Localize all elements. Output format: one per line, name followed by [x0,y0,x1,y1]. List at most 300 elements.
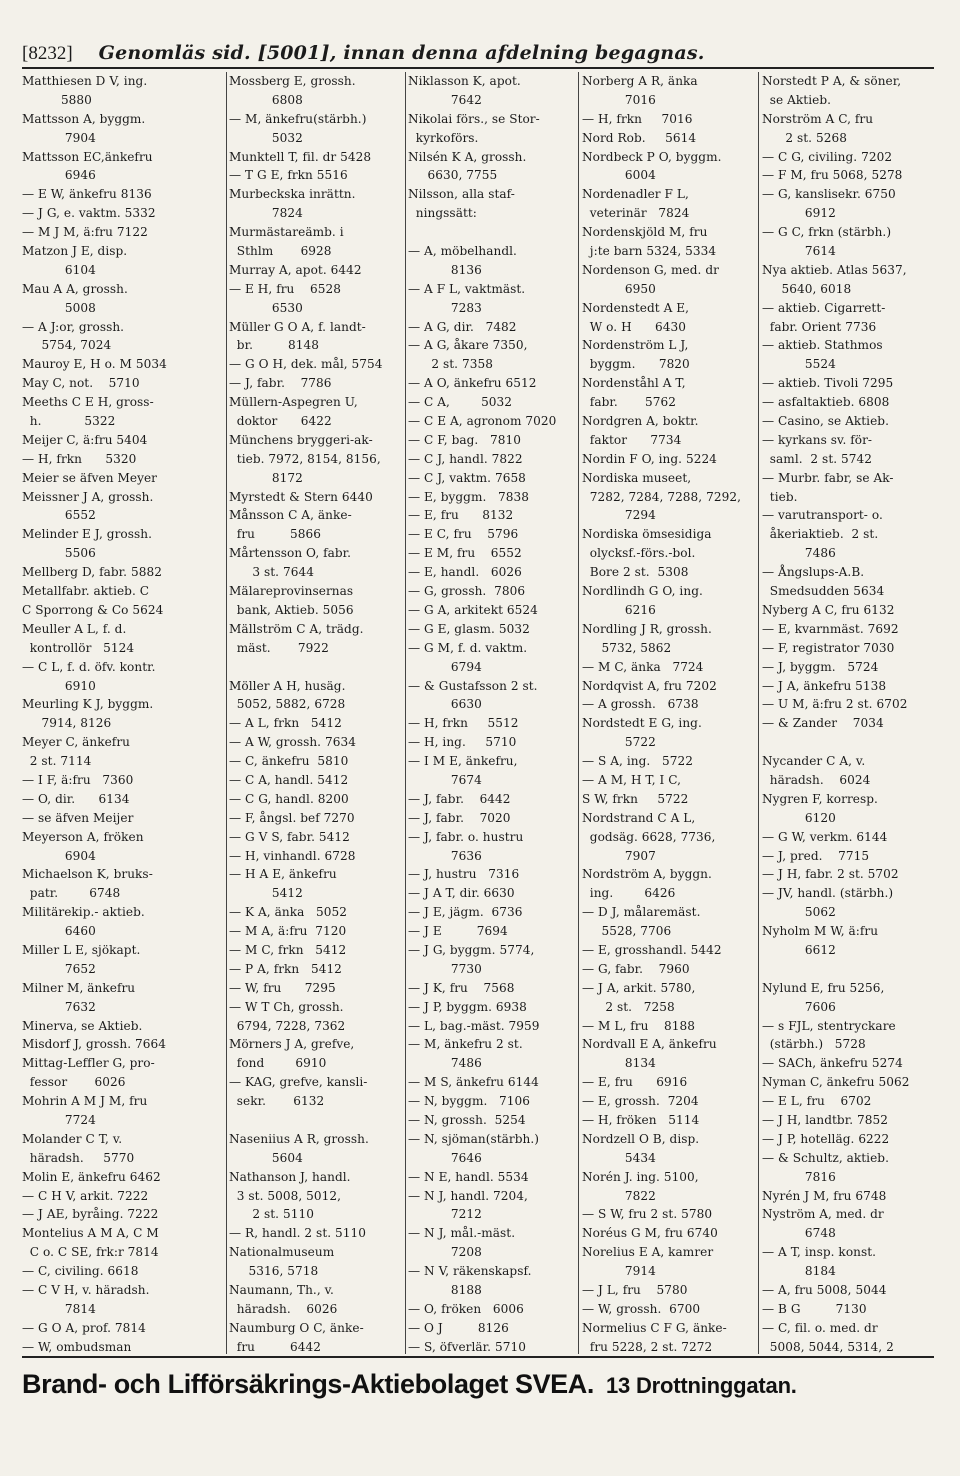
directory-entry-line: — SACh, änkefru 5274 [762,1056,903,1071]
directory-entry-line: — H A E, änkefru [229,867,337,882]
directory-entry-line: — O J 8126 [408,1320,509,1335]
directory-entry-line: — Murbr. fabr, se Ak- [762,470,894,485]
directory-entry-line: — C A, handl. 5412 [229,772,349,787]
directory-entry-line: Nord Rob. 5614 [582,130,697,145]
directory-entry-line: 7652 [22,961,96,976]
directory-entry-line: Naseniius A R, grossh. [229,1131,369,1146]
directory-entry-line: 2 st. 5268 [762,130,847,145]
directory-entry-line: — C H V, arkit. 7222 [22,1188,149,1203]
directory-column-4 [582,72,756,1354]
directory-entry-line: Nordstedt E G, ing. [582,716,702,731]
directory-entry-line: — C, civiling. 6618 [22,1264,139,1279]
directory-entry-line: 7486 [762,546,836,561]
directory-entry-line: Nilsson, alla staf- [408,187,515,202]
directory-entry-line: 8172 [229,470,303,485]
directory-entry-line: — F, registrator 7030 [762,640,895,655]
directory-entry-line: 6552 [22,508,96,523]
directory-entry-line: Nordling J R, grossh. [582,621,712,636]
directory-entry-line: 5052, 5882, 6728 [229,697,346,712]
directory-entry-line: Nordström A, byggn. [582,867,712,882]
directory-entry-line: — O, dir. 6134 [22,791,130,806]
directory-entry-line: 6912 [762,206,836,221]
directory-entry-line: — M C, frkn 5412 [229,942,347,957]
directory-entry-line: C o. C SE, frk:r 7814 [22,1245,159,1260]
directory-entry-line: — KAG, grefve, kansli- [229,1075,368,1090]
directory-entry-line: — R, handl. 2 st. 5110 [229,1226,366,1241]
directory-entry-line: 7642 [408,92,482,107]
directory-entry-line: fond 6910 [229,1056,327,1071]
header-rule [22,67,934,69]
directory-entry-line: — A, möbelhandl. [408,244,517,259]
directory-entry-line [408,223,578,242]
directory-entry-line: 7914, 8126 [22,716,112,731]
directory-entry-line: Nordenståhl A T, [582,376,686,391]
directory-entry-line: Nyman C, änkefru 5062 [762,1075,910,1090]
directory-entry-line: 7606 [762,999,836,1014]
directory-entry-line: 7730 [408,961,482,976]
directory-entry-line: Montelius A M A, C M [22,1226,159,1241]
directory-column-2 [229,72,403,1354]
directory-entry-line: 6630, 7755 [408,168,498,183]
directory-entry-line [762,733,938,752]
directory-entry-line: 5732, 5862 [582,640,672,655]
directory-entry-line: häradsh. 6024 [762,772,871,787]
directory-entry-line: Misdorf J, grossh. 7664 [22,1037,167,1052]
directory-entry-line: doktor 6422 [229,414,332,429]
directory-entry-line: 6910 [22,678,96,693]
directory-entry-line: — M, änkefru(stärbh.) [229,111,367,126]
directory-entry-line: 7283 [408,300,482,315]
directory-entry-line: Müller G O A, f. landt- [229,319,366,334]
directory-entry-line: Nordenskjöld M, fru [582,225,708,240]
directory-entry-line: Naumann, Th., v. [229,1283,334,1297]
directory-entry-line: — N, byggm. 7106 [408,1094,531,1109]
directory-entry-line: Mau A A, grossh. [22,281,128,296]
directory-entry-line: — C A, 5032 [408,395,513,410]
directory-entry-line: Melinder E J, grossh. [22,527,152,542]
directory-entry-line: 6630 [408,697,482,712]
directory-entry-line: Nyström A, med. dr [762,1207,884,1222]
directory-columns [22,72,938,1354]
directory-entry-line: (stärbh.) 5728 [762,1037,866,1052]
directory-entry-line: 6612 [762,942,836,957]
directory-entry-line: fru 5866 [229,527,322,542]
directory-entry-line: — asfaltaktieb. 6808 [762,395,890,410]
directory-entry-line: 6004 [582,168,656,183]
directory-entry-line: mäst. 7922 [229,640,329,655]
directory-entry-line: 5008 [22,300,96,315]
directory-entry-line: 5506 [22,546,96,561]
directory-entry-line: 3 st. 5008, 5012, [229,1188,342,1203]
directory-entry-line: — J H, fabr. 2 st. 5702 [762,867,899,882]
directory-entry-line: 7907 [582,848,656,863]
directory-entry-line: h. 5322 [22,414,116,429]
directory-entry-line: 7486 [408,1056,482,1071]
directory-entry-line: 2 st. 7258 [582,999,675,1014]
directory-entry-line: — E, handl. 6026 [408,565,522,580]
directory-entry-line: j:te barn 5324, 5334 [582,244,717,259]
directory-entry-line: — E M, fru 6552 [408,546,522,561]
directory-entry-line: Mällström C A, trädg. [229,621,364,636]
directory-entry-line: — A, fru 5008, 5044 [762,1283,887,1297]
directory-entry-line: — J, byggm. 5724 [762,659,879,674]
directory-entry-line: — A grossh. 6738 [582,697,699,712]
directory-entry-line: tieb. 7972, 8154, 8156, [229,451,381,466]
directory-entry-line: Nordbeck P O, byggm. [582,149,722,164]
directory-entry-line: Månsson C A, änke- [229,508,352,523]
directory-entry-line: May C, not. 5710 [22,376,140,391]
directory-entry-line: — N J, handl. 7204, [408,1188,528,1203]
directory-entry-line: 6950 [582,281,656,296]
directory-entry-line: Nordqvist A, fru 7202 [582,678,717,693]
directory-entry-line: — C, änkefru 5810 [229,754,349,769]
directory-entry-line: — J E, jägm. 6736 [408,905,523,920]
directory-entry-line: — W, fru 7295 [229,980,336,995]
directory-entry-line: — H, vinhandl. 6728 [229,848,356,863]
directory-entry-line: — C F, bag. 7810 [408,432,521,447]
directory-entry-line: godsäg. 6628, 7736, [582,829,716,844]
directory-entry-line: Mellberg D, fabr. 5882 [22,565,162,580]
directory-entry-line: — aktieb. Cigarrett- [762,300,886,315]
directory-entry-line: — M J M, ä:fru 7122 [22,225,148,240]
directory-entry-line: Nya aktieb. Atlas 5637, [762,262,907,277]
directory-entry-line: 6104 [22,262,96,277]
directory-entry-line: Norén J. ing. 5100, [582,1169,699,1184]
directory-entry-line: Meeths C E H, gross- [22,395,154,410]
directory-entry-line: Smedsudden 5634 [762,584,885,599]
directory-entry-line: Meijer C, ä:fru 5404 [22,432,148,447]
directory-entry-line: 7016 [582,92,656,107]
directory-entry-line: — J H, landtbr. 7852 [762,1112,888,1127]
directory-entry-line: — N V, räkenskapsf. [408,1264,532,1279]
directory-entry-line: 5316, 5718 [229,1264,319,1279]
directory-entry-line: Matthiesen D V, ing. [22,74,148,88]
directory-entry-line: 7674 [408,772,482,787]
directory-entry-line: — N, grossh. 5254 [408,1112,526,1127]
directory-entry-line: Mauroy E, H o. M 5034 [22,357,167,372]
directory-entry-line: — G M, f. d. vaktm. [408,640,528,655]
directory-entry-line: — J L, fru 5780 [582,1283,688,1297]
directory-entry-line: — varutransport- o. [762,508,883,523]
directory-entry-line: 7282, 7284, 7288, 7292, [582,489,741,504]
directory-entry-line: 6808 [229,92,303,107]
directory-entry-line: — Ångslups-A.B. [762,565,865,580]
directory-entry-line: ing. 6426 [582,886,676,901]
directory-entry-line: 5640, 6018 [762,281,852,296]
directory-entry-line: — P A, frkn 5412 [229,961,342,976]
directory-entry-line [229,658,403,677]
directory-entry-line: Nyrén J M, fru 6748 [762,1188,887,1203]
directory-entry-line: — aktieb. Tivoli 7295 [762,376,894,391]
directory-entry-line: 5524 [762,357,836,372]
directory-entry-line: — U M, ä:fru 2 st. 6702 [762,697,908,712]
directory-entry-line: Nordvall E A, änkefru [582,1037,717,1052]
directory-entry-line: 6946 [22,168,96,183]
directory-entry-line: — M A, ä:fru 7120 [229,924,347,939]
directory-entry-line [762,960,938,979]
directory-entry-line: 6794 [408,659,482,674]
directory-entry-line: kyrkoförs. [408,130,479,145]
directory-entry-line: Nordiska ömsesidiga [582,527,712,542]
directory-entry-line: Nathanson J, handl. [229,1169,351,1184]
directory-entry-line: 5032 [229,130,303,145]
directory-entry-line: Nordenadler F L, [582,187,689,202]
directory-entry-line: Norberg A R, änka [582,74,698,88]
directory-entry-line: 5528, 7706 [582,924,672,939]
directory-entry-line: Mittag-Leffler G, pro- [22,1056,155,1071]
footer-rule [22,1356,934,1358]
directory-entry-line: — s FJL, stentryckare [762,1018,896,1033]
directory-entry-line: — A O, änkefru 6512 [408,376,537,391]
directory-entry-line: W o. H 6430 [582,319,687,334]
directory-entry-line: 2 st. 5110 [229,1207,314,1222]
directory-entry-line: — G O H, dek. mål, 5754 [229,357,383,372]
directory-entry-line: — A W, grossh. 7634 [229,735,356,750]
directory-entry-line: — J E 7694 [408,924,508,939]
directory-entry-line: — & Zander 7034 [762,716,884,731]
directory-entry-line: Myrstedt & Stern 6440 [229,489,373,504]
directory-entry-line: — G, kanslisekr. 6750 [762,187,896,202]
directory-entry-line: 5412 [229,886,303,901]
directory-entry-line: — I M E, änkefru, [408,754,518,769]
directory-entry-line: häradsh. 5770 [22,1150,135,1165]
directory-entry-line: — J, pred. 7715 [762,848,870,863]
directory-entry-line: Matzon J E, disp. [22,244,128,259]
directory-entry-line: Nordiska museet, [582,470,692,485]
directory-entry-line: — E, grossh. 7204 [582,1094,699,1109]
directory-entry-line: — E C, fru 5796 [408,527,519,542]
directory-entry-line: — B G 7130 [762,1301,867,1316]
directory-entry-line: 6794, 7228, 7362 [229,1018,346,1033]
directory-entry-line: Miller L E, sjökapt. [22,942,141,957]
directory-entry-line: — T G E, frkn 5516 [229,168,348,183]
directory-entry-line: — J, fabr. o. hustru [408,829,524,844]
directory-entry-line: 7914 [582,1264,656,1279]
directory-entry-line: — F, ångsl. bef 7270 [229,810,355,825]
directory-entry-line: Munktell T, fil. dr 5428 [229,149,372,164]
directory-column-5 [762,72,938,1354]
directory-entry-line: Militärekip.- aktieb. [22,905,145,920]
directory-entry-line: — E, kvarnmäst. 7692 [762,621,899,636]
directory-entry-line: Nygren F, korresp. [762,791,878,806]
directory-entry-line: Milner M, änkefru [22,980,136,995]
directory-entry-line: — H, fröken 5114 [582,1112,700,1127]
directory-entry-line: Nordgren A, boktr. [582,414,699,429]
directory-entry-line: S W, frkn 5722 [582,791,689,806]
directory-entry-line: — J P, hotelläg. 6222 [762,1131,890,1146]
directory-entry-line: — E L, fru 6702 [762,1094,872,1109]
directory-entry-line: Nycander C A, v. [762,754,866,769]
directory-entry-line: Nordenström L J, [582,338,689,353]
usage-note: Genomläs sid. [5001], innan denna afdelning begagnas. [98,42,705,64]
directory-entry-line: Metallfabr. aktieb. C [22,584,150,599]
page-number: [8232] [22,43,73,64]
directory-entry-line: Nordenstedt A E, [582,300,690,315]
directory-entry-line: Nyholm M W, ä:fru [762,924,879,939]
directory-entry-line: — C V H, v. häradsh. [22,1283,150,1297]
directory-entry-line: ningssätt: [408,206,477,221]
directory-entry-line: Müllern-Aspegren U, [229,395,358,410]
directory-entry-line: — W, grossh. 6700 [582,1301,701,1316]
directory-entry-line: — G E, glasm. 5032 [408,621,530,636]
directory-entry-line: — F M, fru 5068, 5278 [762,168,903,183]
advertisement-company: Brand- och Lifförsäkrings-Aktiebolaget SVEA. [22,1369,594,1399]
directory-entry-line: 2 st. 7358 [408,357,493,372]
directory-entry-line: Normelius C F G, änke- [582,1320,727,1335]
directory-entry-line: Nordstrand C A L, [582,810,696,825]
directory-entry-line: — G, grossh. 7806 [408,584,526,599]
directory-entry-line: — D J, målaremäst. [582,905,701,920]
directory-entry-line: 5008, 5044, 5314, 2 [762,1339,894,1354]
directory-entry-line: 5880 [22,92,92,107]
directory-entry-line: br. 8148 [229,338,320,353]
directory-entry-line: 6530 [229,300,303,315]
directory-entry-line: — J, fabr. 7020 [408,810,511,825]
directory-entry-line: — J, fabr. 7786 [229,376,332,391]
directory-entry-line: Mattsson A, byggm. [22,111,146,126]
directory-entry-line: — H, ing. 5710 [408,735,517,750]
directory-entry-line: — N E, handl. 5534 [408,1169,529,1184]
directory-entry-line: — J P, byggm. 6938 [408,999,527,1014]
directory-entry-line: — N, sjöman(stärbh.) [408,1131,540,1146]
directory-entry-line: — G O A, prof. 7814 [22,1320,146,1335]
directory-entry-line: — E H, fru 6528 [229,281,341,296]
directory-entry-line: — & Gustafsson 2 st. [408,678,538,693]
directory-entry-line: — J A T, dir. 6630 [408,886,515,901]
directory-entry-line: Nylund E, fru 5256, [762,980,885,995]
directory-entry-line: 7208 [408,1245,482,1260]
directory-entry-line: Niklasson K, apot. [408,74,521,88]
directory-entry-line: — Casino, se Aktieb. [762,414,889,429]
directory-entry-line: — se äfven Meijer [22,810,134,825]
directory-entry-line: 7904 [22,130,96,145]
directory-entry-line: Nationalmuseum [229,1245,335,1260]
advertisement-banner [22,1362,938,1406]
directory-entry-line: 5062 [762,905,836,920]
directory-entry-line: Nordzell O B, disp. [582,1131,700,1146]
directory-entry-line: 7646 [408,1150,482,1165]
directory-entry-line: Murmästareämb. i [229,225,344,240]
directory-entry-line: Meuller A L, f. d. [22,621,127,636]
directory-entry-line: — J, hustru 7316 [408,867,520,882]
directory-entry-line: Norelius E A, kamrer [582,1245,714,1260]
directory-entry-line: — M S, änkefru 6144 [408,1075,539,1090]
directory-entry-line: veterinär 7824 [582,206,690,221]
directory-entry-line: — G W, verkm. 6144 [762,829,888,844]
directory-entry-line: 7824 [229,206,303,221]
directory-entry-line: Nordlindh G O, ing. [582,584,703,599]
directory-entry-line: — G, fabr. 7960 [582,961,690,976]
directory-entry-line: C Sporrong & Co 5624 [22,602,164,617]
directory-entry-line: 5434 [582,1150,656,1165]
directory-column-3 [408,72,578,1354]
directory-entry-line: 7814 [22,1301,96,1316]
directory-entry-line: 6904 [22,848,96,863]
directory-entry-line: — J A, arkit. 5780, [582,980,696,995]
directory-entry-line: 8184 [762,1264,836,1279]
directory-entry-line: bank, Aktieb. 5056 [229,602,354,617]
directory-entry-line: Bore 2 st. 5308 [582,565,689,580]
directory-entry-line: faktor 7734 [582,432,682,447]
directory-entry-line: Meurling K J, byggm. [22,697,154,712]
directory-entry-line: Nyberg A C, fru 6132 [762,602,895,617]
directory-entry-line: — E, byggm. 7838 [408,489,530,504]
directory-entry-line: — S, öfverlär. 5710 [408,1339,526,1354]
directory-entry-line: fru 6442 [229,1339,322,1354]
directory-entry-line: tieb. [762,489,798,504]
directory-entry-line: — A F L, vaktmäst. [408,281,526,296]
directory-entry-line: Minerva, se Aktieb. [22,1018,143,1033]
directory-entry-line: saml. 2 st. 5742 [762,451,872,466]
directory-entry-line: Naumburg O C, änke- [229,1320,364,1335]
directory-entry-line: — S A, ing. 5722 [582,754,693,769]
directory-entry-line: — C G, civiling. 7202 [762,149,893,164]
directory-entry-line: — J K, fru 7568 [408,980,515,995]
directory-entry-line: — I F, ä:fru 7360 [22,772,134,787]
directory-entry-line: 7212 [408,1207,482,1222]
directory-entry-line: 7632 [22,999,96,1014]
directory-entry-line: — M L, fru 8188 [582,1018,695,1033]
directory-entry-line: Michaelson K, bruks- [22,867,153,882]
directory-entry-line: — J AE, byråing. 7222 [22,1207,159,1222]
page-header [22,40,937,66]
directory-entry-line: kontrollör 5124 [22,640,135,655]
directory-entry-line: se Aktieb. [762,92,832,107]
directory-entry-line: Meyerson A, fröken [22,829,144,844]
directory-entry-line: — O, fröken 6006 [408,1301,524,1316]
directory-entry-line: olycksf.-förs.-bol. [582,546,696,561]
directory-entry-line: — A T, insp. konst. [762,1245,877,1260]
directory-entry-line: — H, frkn 5320 [22,451,137,466]
directory-entry-line: Mohrin A M J M, fru [22,1094,148,1109]
directory-entry-line: — C, fil. o. med. dr [762,1320,878,1335]
directory-entry-line: — & Schultz, aktieb. [762,1150,889,1165]
directory-entry-line: — C E A, agronom 7020 [408,414,557,429]
directory-entry-line: — kyrkans sv. för- [762,432,873,447]
directory-entry-line: fabr. Orient 7736 [762,319,877,334]
directory-entry-line: Mörners J A, grefve, [229,1037,355,1052]
directory-entry-line: 7816 [762,1169,836,1184]
directory-entry-line: — G V S, fabr. 5412 [229,829,350,844]
directory-entry-line: Möller A H, husäg. [229,678,346,693]
directory-entry-line: fru 5228, 2 st. 7272 [582,1339,713,1354]
directory-entry-line: Murbeckska inrättn. [229,187,356,202]
directory-entry-line: — E, fru 6916 [582,1075,688,1090]
directory-entry-line: — E W, änkefru 8136 [22,187,152,202]
directory-entry-line: — C J, handl. 7822 [408,451,523,466]
directory-entry-line: — A M, H T, I C, [582,772,682,787]
directory-entry-line: 5754, 7024 [22,338,112,353]
directory-entry-line: 7614 [762,244,836,259]
directory-entry-line: Sthlm 6928 [229,244,332,259]
directory-entry-line: — G A, arkitekt 6524 [408,602,538,617]
directory-entry-line: 8136 [408,262,482,277]
directory-entry-line: 6748 [762,1226,836,1241]
directory-entry-line: Norstedt P A, & söner, [762,74,902,88]
directory-entry-line: — M C, änka 7724 [582,659,704,674]
directory-entry-line: byggm. 7820 [582,357,690,372]
directory-entry-line: 7636 [408,848,482,863]
directory-entry-line: Meier se äfven Meyer [22,470,158,485]
directory-entry-line: — E, fru 8132 [408,508,514,523]
directory-entry-line [229,1111,403,1130]
directory-entry-line: — C G, handl. 8200 [229,791,349,806]
directory-entry-line: Nilsén K A, grossh. [408,149,527,164]
directory-entry-line: — H, frkn 7016 [582,111,693,126]
directory-entry-line: 8134 [582,1056,656,1071]
directory-entry-line: 6120 [762,810,836,825]
directory-entry-line: 5722 [582,735,656,750]
